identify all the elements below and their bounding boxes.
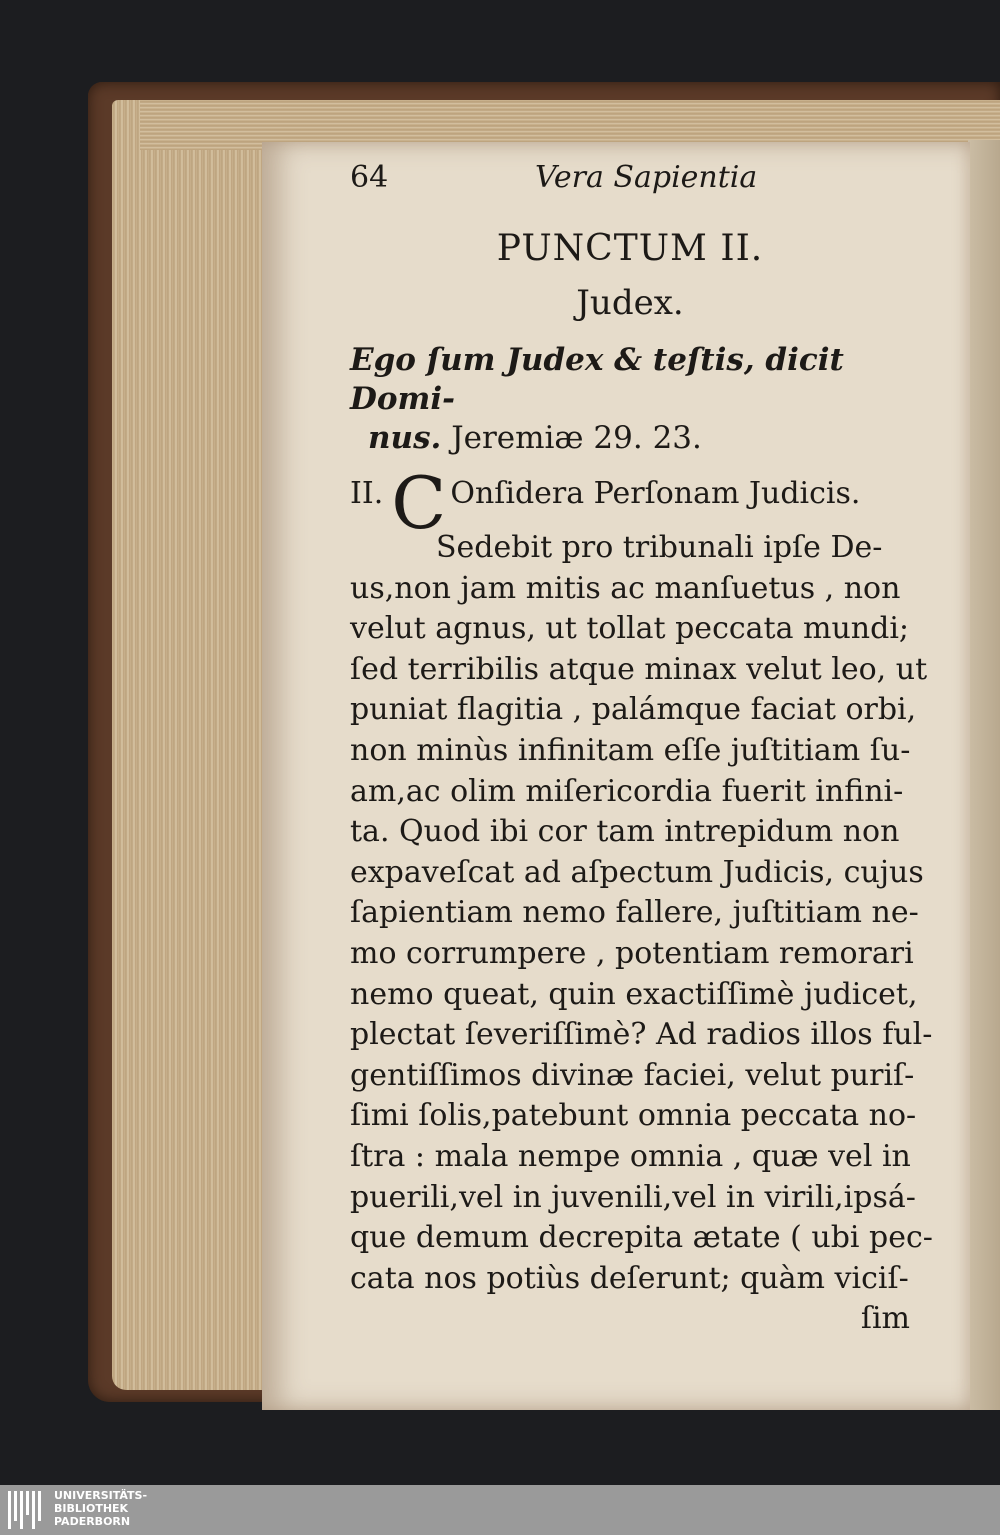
body-line-text: ſed terribilis atque minax velut leo, ut (350, 651, 928, 687)
body-line-text: ſapientiam nemo fallere, juſtitiam ne- (350, 895, 919, 931)
catchword: ſim (860, 1301, 910, 1337)
body-line-text: mo corrumpere , potentiam remorari (350, 935, 914, 971)
quote-line-2: nus. (368, 420, 442, 456)
body-line-text: Onſidera Perſonam Judicis. (450, 476, 861, 511)
drop-capital: C (391, 461, 447, 545)
page-number: 64 (350, 160, 389, 195)
facing-page-edge (968, 140, 1000, 1410)
body-line-text: que demum decrepita ætate ( ubi pec- (350, 1220, 933, 1256)
body-line (350, 461, 910, 545)
body-line-text: plectat ſeveriſſimè? Ad radios illos ful- (350, 1017, 933, 1053)
library-logo-icon (8, 1491, 44, 1529)
body-line-text: velut agnus, ut tollat peccata mundi; (350, 611, 910, 647)
body-line (350, 609, 910, 650)
library-name-line-1: UNIVERSITÄTS- (54, 1489, 148, 1502)
body-paragraph (350, 461, 933, 1340)
body-line (350, 893, 919, 934)
body-line-text: non minùs infinitam eſſe juſtitiam ſu- (350, 732, 911, 768)
body-line-text: cata nos potiùs deſerunt; quàm viciſ- (350, 1260, 909, 1296)
body-line (350, 690, 917, 731)
quote-reference: Jeremiæ 29. 23. (451, 420, 702, 456)
section-subtitle: Judex. (576, 283, 684, 323)
body-line (350, 569, 910, 610)
library-name-line-2: BIBLIOTHEK (54, 1502, 129, 1515)
body-line-text: puerili,vel in juvenili,vel in virili,ipsá- (350, 1179, 916, 1215)
body-line (350, 1137, 910, 1178)
scripture-quote (350, 341, 910, 458)
body-line (350, 812, 910, 853)
library-footer (0, 1485, 1000, 1535)
page-text (350, 160, 933, 1340)
quote-line-1: Ego ſum Judex & teſtis, dicit Domi- (350, 342, 844, 417)
paragraph-number: II. (350, 476, 384, 511)
body-line-text: ta. Quod ibi cor tam intrepidum non (350, 814, 900, 850)
body-line (350, 1015, 933, 1056)
body-line-text: am,ac olim miſericordia fuerit infini- (350, 773, 904, 809)
body-line (350, 731, 910, 772)
body-line (350, 1218, 933, 1259)
body-line (350, 853, 924, 894)
library-name-line-3: PADERBORN (54, 1515, 131, 1528)
body-line (350, 1259, 910, 1300)
section-title: PUNCTUM II. (496, 228, 764, 269)
page-header (350, 160, 910, 206)
running-head: Vera Sapientia (535, 160, 758, 195)
body-line-text: ſimi ſolis,patebunt omnia peccata no- (350, 1098, 917, 1134)
body-line (350, 772, 910, 813)
body-line (350, 975, 918, 1016)
body-line (350, 650, 928, 691)
body-line (350, 1178, 916, 1219)
body-line-text: puniat flagitia , palámque faciat orbi, (350, 692, 917, 728)
body-line (350, 1096, 917, 1137)
body-line-text: expaveſcat ad aſpectum Judicis, cujus (350, 854, 924, 890)
body-line-text: gentiſſimos divinæ faciei, velut puriſ- (350, 1057, 915, 1093)
body-line-text: Sedebit pro tribunali ipſe De- (436, 530, 883, 565)
body-line (350, 1056, 915, 1097)
body-line (350, 934, 914, 975)
library-name (54, 1489, 147, 1528)
body-line-text: us,non jam mitis ac manſuetus , non (350, 570, 901, 606)
body-line-text: ſtra : mala nempe omnia , quæ vel in (350, 1138, 911, 1174)
body-line-text: nemo queat, quin exactiſſimè judicet, (350, 976, 918, 1012)
